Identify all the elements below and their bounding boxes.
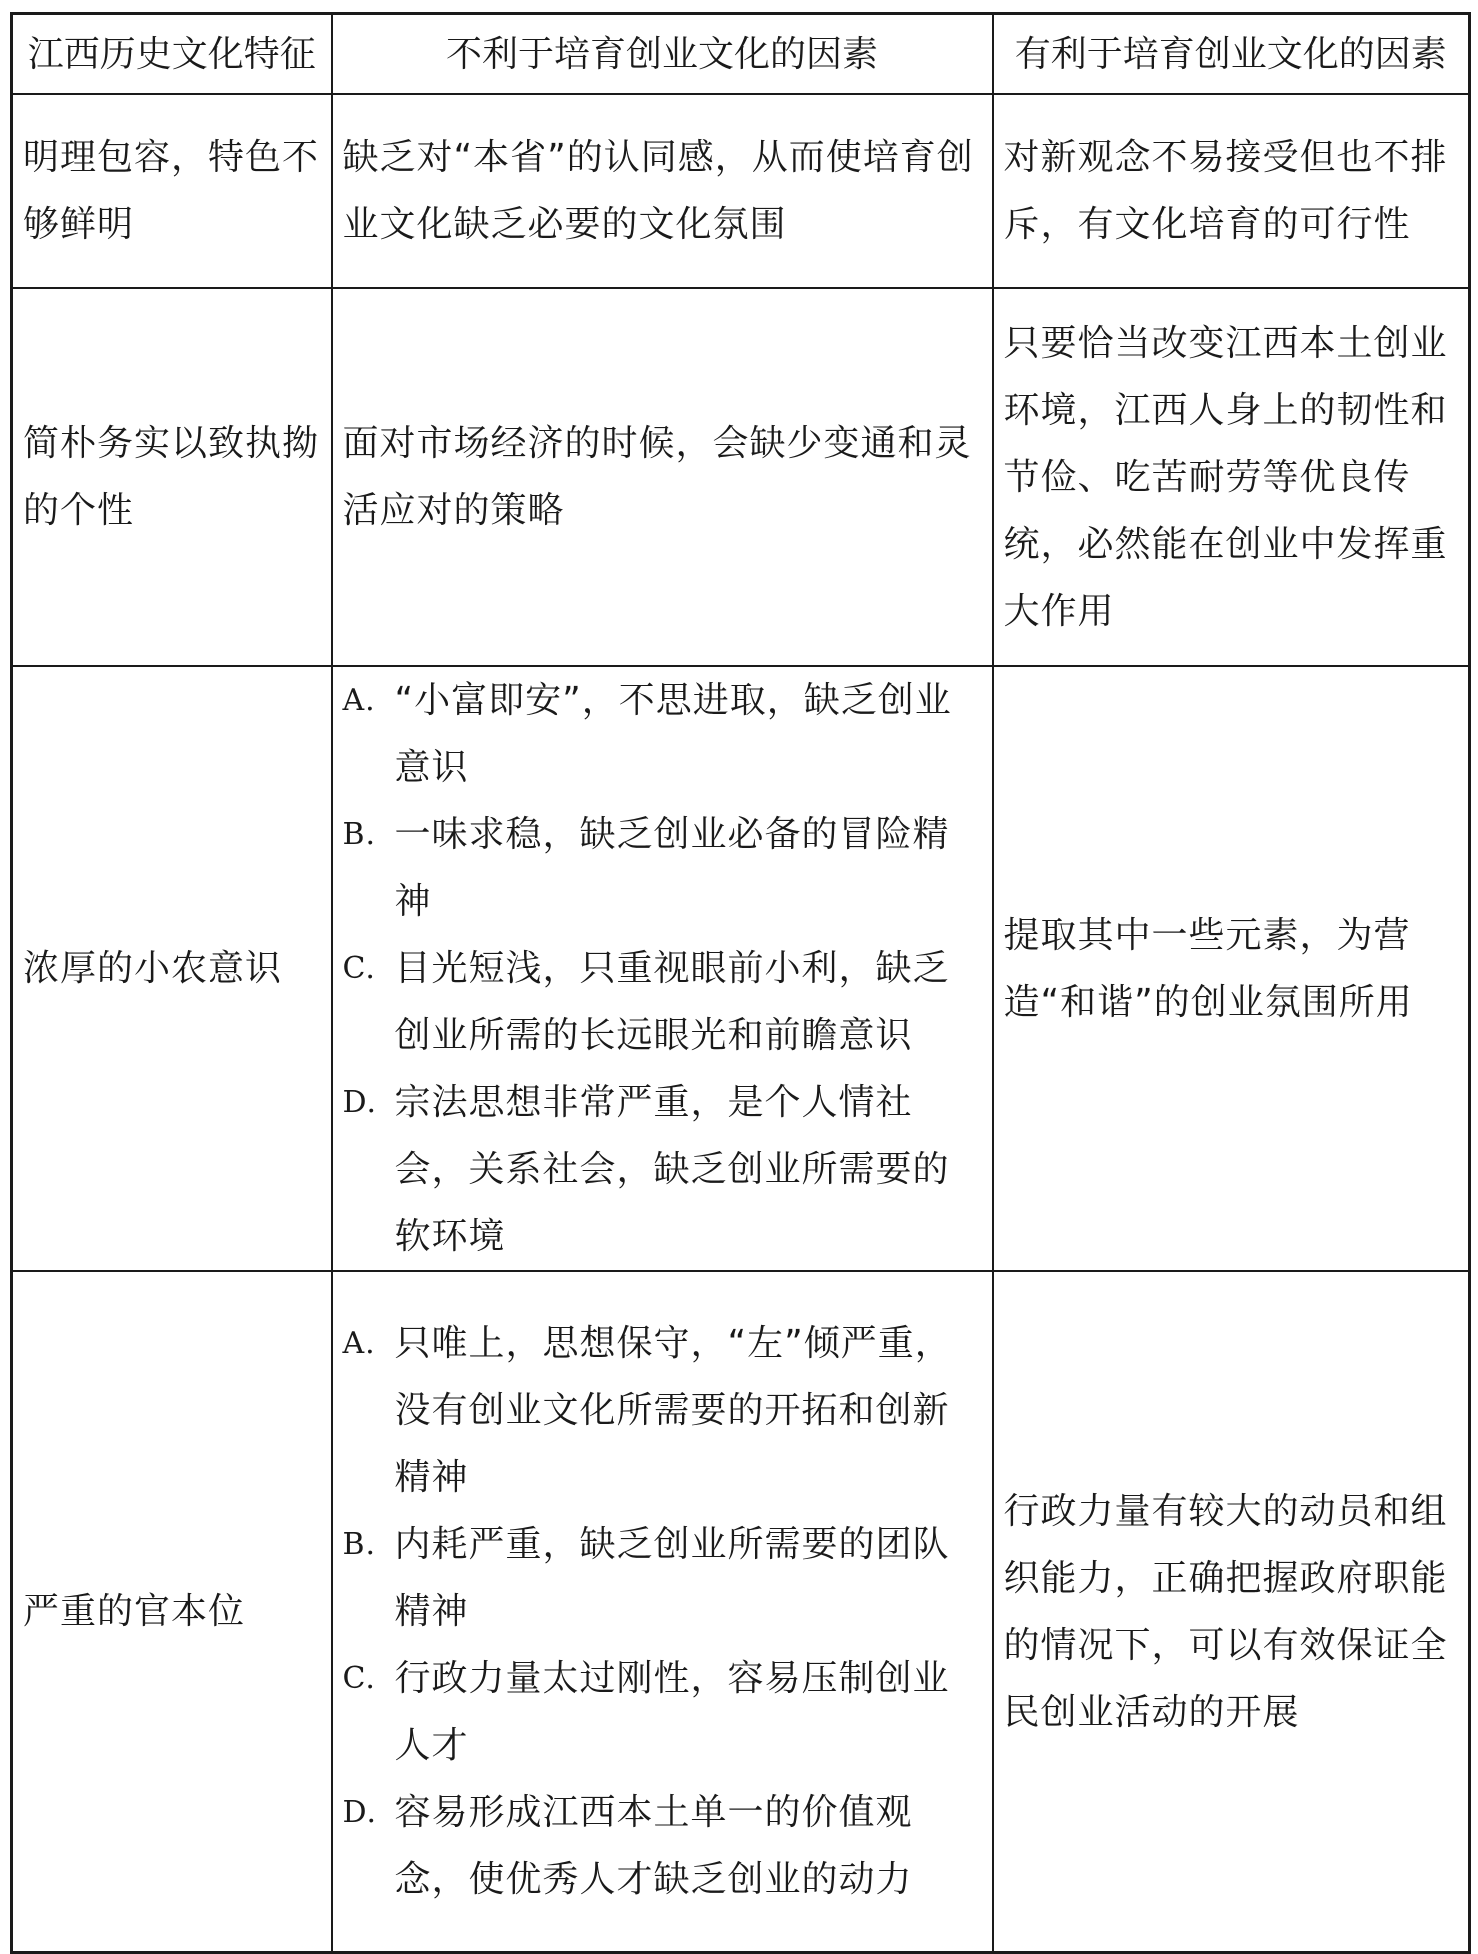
feature-cell: 浓厚的小农意识 [12,666,332,1271]
unfavorable-cell: 缺乏对“本省”的认同感，从而使培育创业文化缺乏必要的文化氛围 [332,94,993,288]
unfavorable-cell [332,1271,993,1953]
list-item [343,1310,982,1511]
header-row [12,14,1470,95]
item-letter: B. [342,817,377,852]
item-text: 行政力量太过刚性，容易压制创业人才 [394,1658,950,1766]
favorable-cell: 对新观念不易接受但也不排斥，有文化培育的可行性 [993,94,1470,288]
favorable-cell: 提取其中一些元素，为营造“和谐”的创业氛围所用 [993,666,1470,1271]
feature-cell: 简朴务实以致执拗的个性 [12,288,332,666]
item-letter: D. [342,1085,378,1120]
favorable-cell: 只要恰当改变江西本土创业环境，江西人身上的韧性和节俭、吃苦耐劳等优良传统，必然能在创业中发挥重大作用 [993,288,1470,666]
item-text: 宗法思想非常严重，是个人情社会，关系社会，缺乏创业所需要的软环境 [394,1082,950,1257]
culture-factors-table [10,12,1471,1954]
item-text: 容易形成江西本土单一的价值观念，使优秀人才缺乏创业的动力 [394,1792,913,1900]
item-letter: C. [342,951,376,986]
unfavorable-list [343,1310,982,1913]
unfavorable-cell [332,666,993,1271]
list-item [343,1645,982,1779]
item-letter: B. [342,1527,377,1562]
list-item [343,935,982,1069]
feature-cell: 明理包容，特色不够鲜明 [12,94,332,288]
item-text: “小富即安”，不思进取，缺乏创业意识 [394,680,952,788]
item-letter: D. [342,1795,378,1830]
unfavorable-cell: 面对市场经济的时候，会缺少变通和灵活应对的策略 [332,288,993,666]
table-row [12,288,1470,666]
item-letter: A. [342,683,376,718]
list-item [343,1511,982,1645]
list-item [343,1069,982,1270]
feature-cell: 严重的官本位 [12,1271,332,1953]
table-row [12,666,1470,1271]
favorable-cell: 行政力量有较大的动员和组织能力，正确把握政府职能的情况下，可以有效保证全民创业活动的开展 [993,1271,1470,1953]
header-unfavorable: 不利于培育创业文化的因素 [332,14,993,95]
item-letter: A. [342,1326,376,1361]
table-row [12,94,1470,288]
list-item [343,1779,982,1913]
item-text: 一味求稳，缺乏创业必备的冒险精神 [394,814,950,922]
item-text: 只唯上，思想保守，“左”倾严重，没有创业文化所需要的开拓和创新精神 [394,1323,952,1498]
list-item [343,801,982,935]
header-feature: 江西历史文化特征 [12,14,332,95]
item-text: 目光短浅，只重视眼前小利，缺乏创业所需的长远眼光和前瞻意识 [394,948,950,1056]
item-text: 内耗严重，缺乏创业所需要的团队精神 [394,1524,950,1632]
unfavorable-list [343,667,982,1270]
item-letter: C. [342,1661,376,1696]
list-item [343,667,982,801]
header-favorable: 有利于培育创业文化的因素 [993,14,1470,95]
table-row [12,1271,1470,1953]
